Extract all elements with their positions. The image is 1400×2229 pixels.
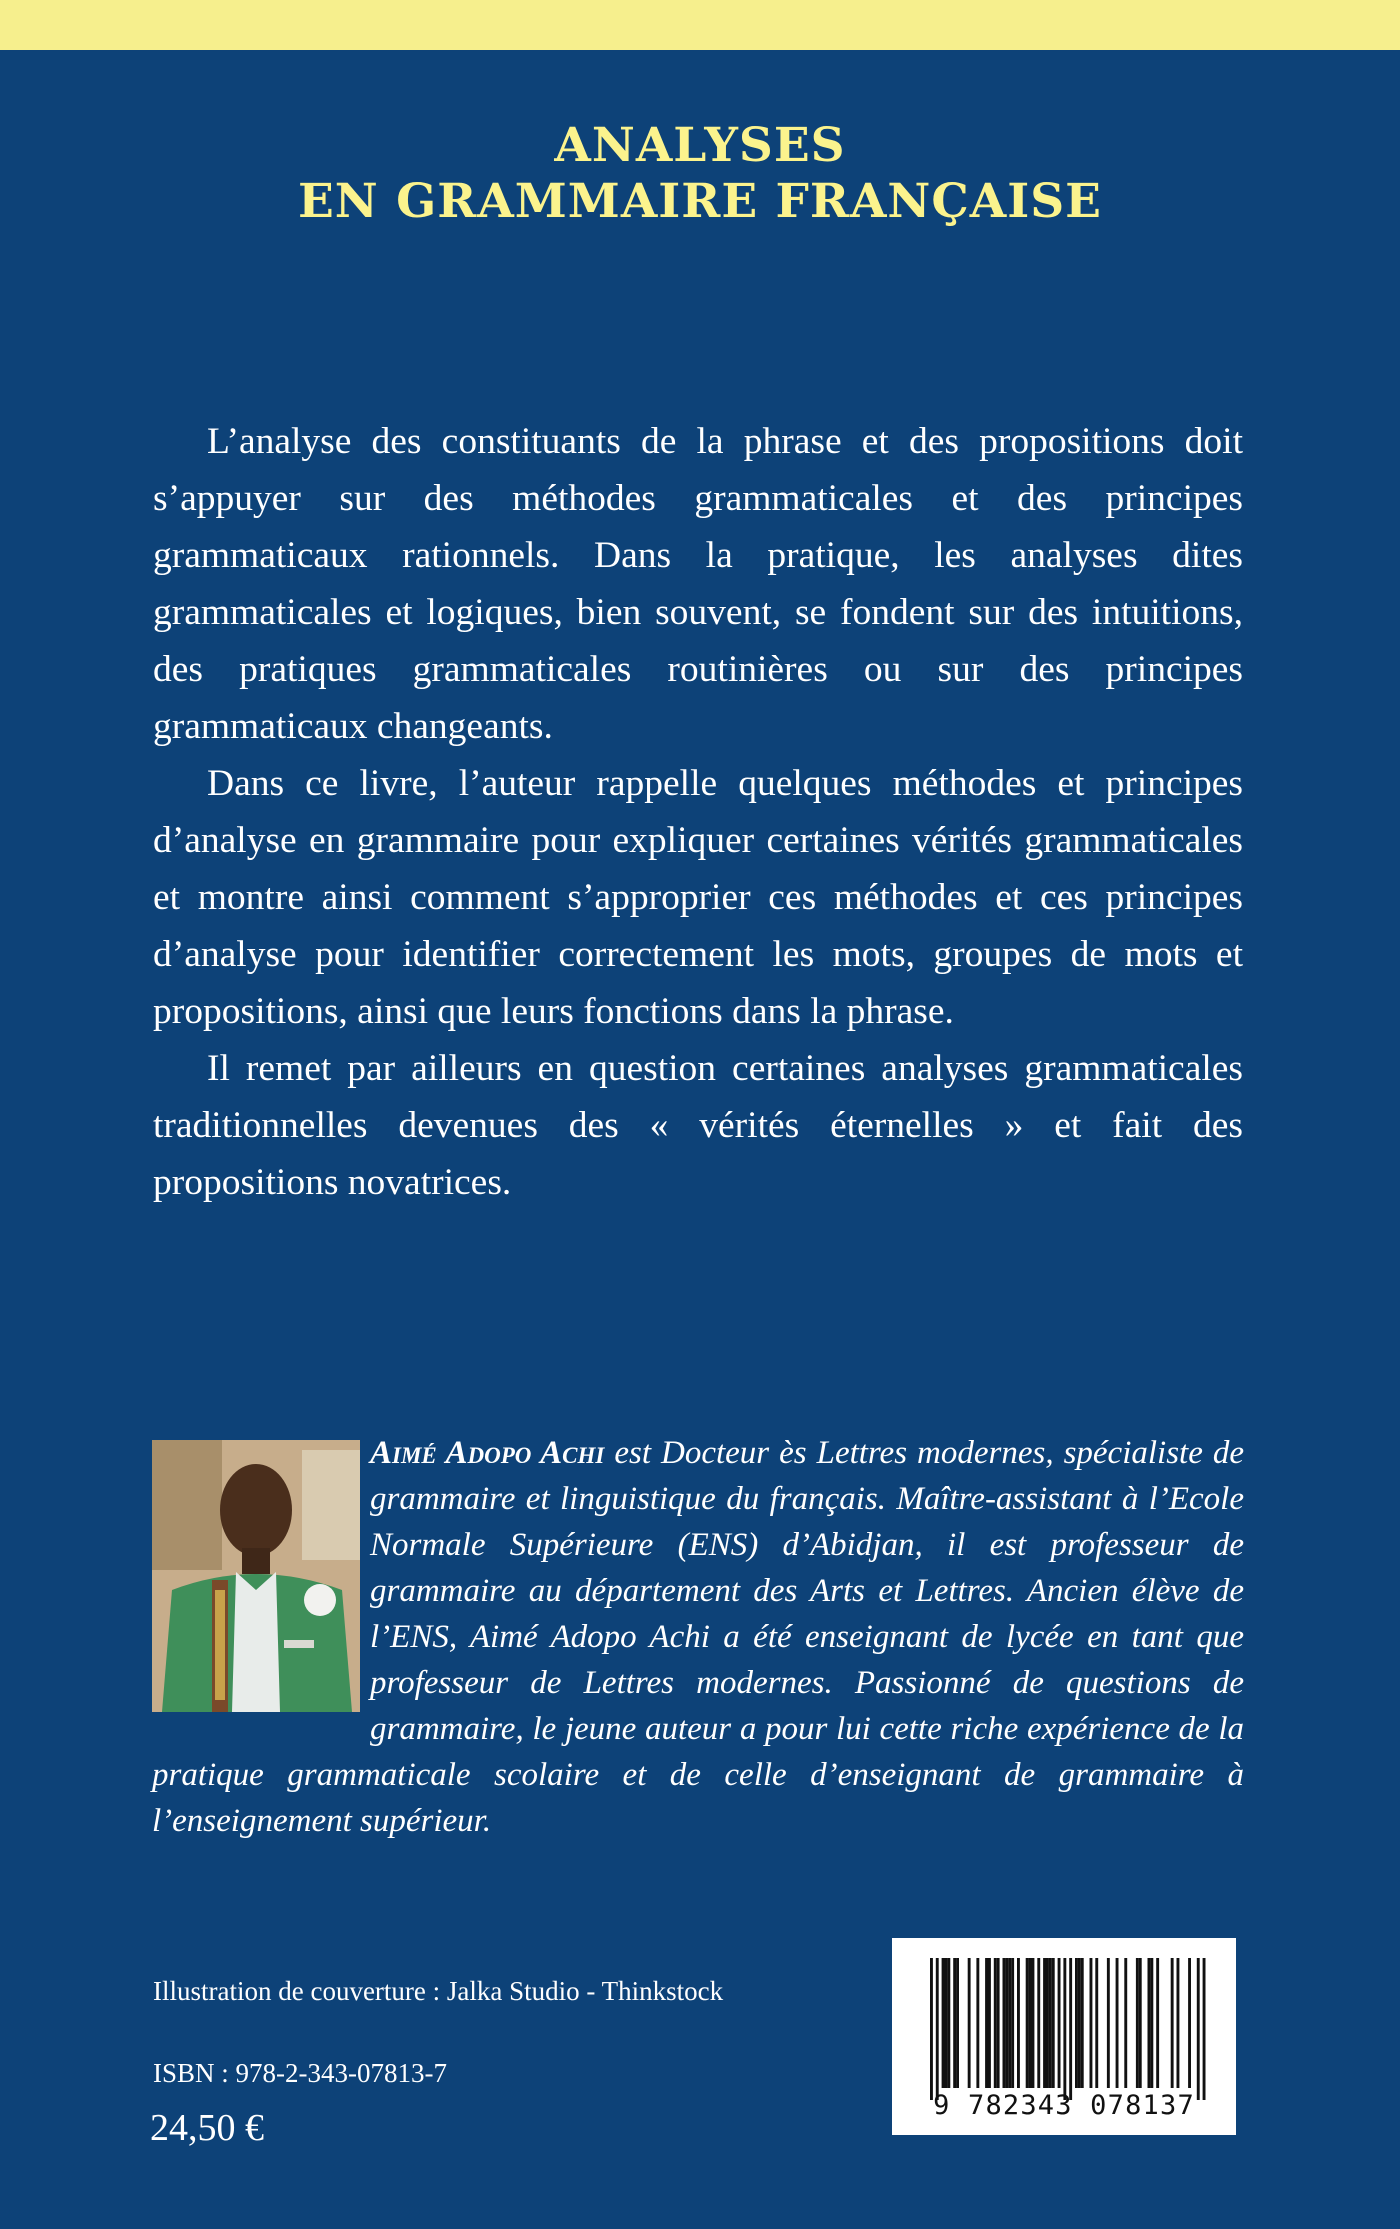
book-title [0,118,1400,230]
barcode-bar [1148,1958,1151,2088]
barcode-bar [1177,1958,1180,2088]
barcode-bar [1029,1958,1032,2088]
photo-spacer [152,1430,370,1715]
isbn: ISBN : 978-2-343-07813-7 [153,2058,447,2088]
top-color-band [0,0,1400,50]
barcode-bar [1197,1958,1200,2100]
barcode-bar [1124,1958,1127,2088]
barcode-bar [976,1958,979,2088]
summary-paragraph-1: L’analyse des constituants de la phrase et des propositions doit s’appuyer sur des méthodes grammaticales et des principes grammaticaux rationnels. Dans la pratique, les analyses dites grammaticales et logiques, bien souvent, se fondent sur des intuitions, des pratiques grammaticales routinières ou sur des principes grammaticaux changeants. [153,421,1243,747]
barcode-bar [1171,1958,1174,2088]
barcode-bar [1046,1958,1049,2088]
barcode-bar [1043,1958,1046,2088]
barcode-bar [930,1958,933,2100]
price: 24,50 € [150,2107,264,2149]
title-line-1: ANALYSES [554,118,846,173]
barcode-bar [985,1958,988,2088]
barcode-bar [1037,1958,1040,2088]
barcode-bar [997,1958,1000,2088]
barcode-bar [1063,1958,1066,2100]
barcode-bar [1005,1958,1008,2088]
barcode-bar [1107,1958,1110,2088]
barcode-bar [1003,1958,1006,2088]
barcode-digits: 9 782343 078137 [933,2090,1195,2121]
barcode-bar [945,1958,948,2088]
barcode-bar [1139,1958,1142,2088]
barcode-bar [947,1958,950,2088]
barcode-bar [1049,1958,1052,2088]
title-line-2: EN GRAMMAIRE FRANÇAISE [297,174,1103,229]
barcode-bar [953,1958,956,2088]
barcode-bar [994,1958,997,2088]
summary-paragraph-2: Dans ce livre, l’auteur rappelle quelques méthodes et principes d’analyse en grammaire pour expliquer certaines vérités grammaticales et montre ainsi comment s’approprier ces méthodes et ces principes d’analyse pour identifier correctement les mots, groupes de mots et propositions, ainsi que leurs fonctions dans la phrase. [153,763,1243,1032]
barcode-bar [1116,1958,1119,2088]
summary-text [153,413,1243,1211]
barcode-bar [988,1958,991,2088]
barcode-bar [1081,1958,1084,2088]
barcode-bar [1052,1958,1055,2088]
barcode-bar [1090,1958,1093,2088]
barcode-bar [1069,1958,1072,2100]
barcode [892,1938,1236,2135]
barcode-bar [1017,1958,1020,2088]
summary-paragraph-3: Il remet par ailleurs en question certaines analyses grammaticales traditionnelles devenues des « vérités éternelles » et fait des propositions novatrices. [153,1048,1243,1203]
barcode-bar [942,1958,945,2088]
barcode-bar [1026,1958,1029,2088]
barcode-bar [1150,1958,1153,2088]
barcode-bar [1011,1958,1014,2088]
barcode-bar [1008,1958,1011,2088]
barcode-bar [968,1958,971,2088]
author-bio [152,1430,1244,1844]
barcode-bar [1075,1958,1078,2088]
barcode-bar [936,1958,939,2100]
cover-illustration-credit: Illustration de couverture : Jalka Studio - Thinkstock [153,1976,724,2006]
barcode-bar [956,1958,959,2088]
barcode-bar [1203,1958,1206,2100]
barcode-bar [1136,1958,1139,2088]
barcode-bar [1058,1958,1061,2088]
barcode-bar [1032,1958,1035,2088]
author-bio-text: est Docteur ès Lettres modernes, spécialiste de grammaire et linguistique du français. Maître-assistant à l’Ecole Normale Supérieure (ENS) d’Abidjan, il est professeur de grammaire au département des Arts et Lettres. Ancien élève de l’ENS, Aimé Adopo Achi a été enseignant de lycée en tant que professeur de Lettres modernes. Passionné de questions de grammaire, le jeune auteur a pour lui cette riche expérience de la pratique grammaticale scolaire et de celle d’enseignant de grammaire à l’enseignement supérieur. [152,1435,1244,1839]
author-name: Aimé Adopo Achi [370,1435,605,1471]
barcode-bar [1188,1958,1191,2088]
barcode-bar [1095,1958,1098,2088]
barcode-bar [1078,1958,1081,2088]
barcode-bar [1156,1958,1159,2088]
